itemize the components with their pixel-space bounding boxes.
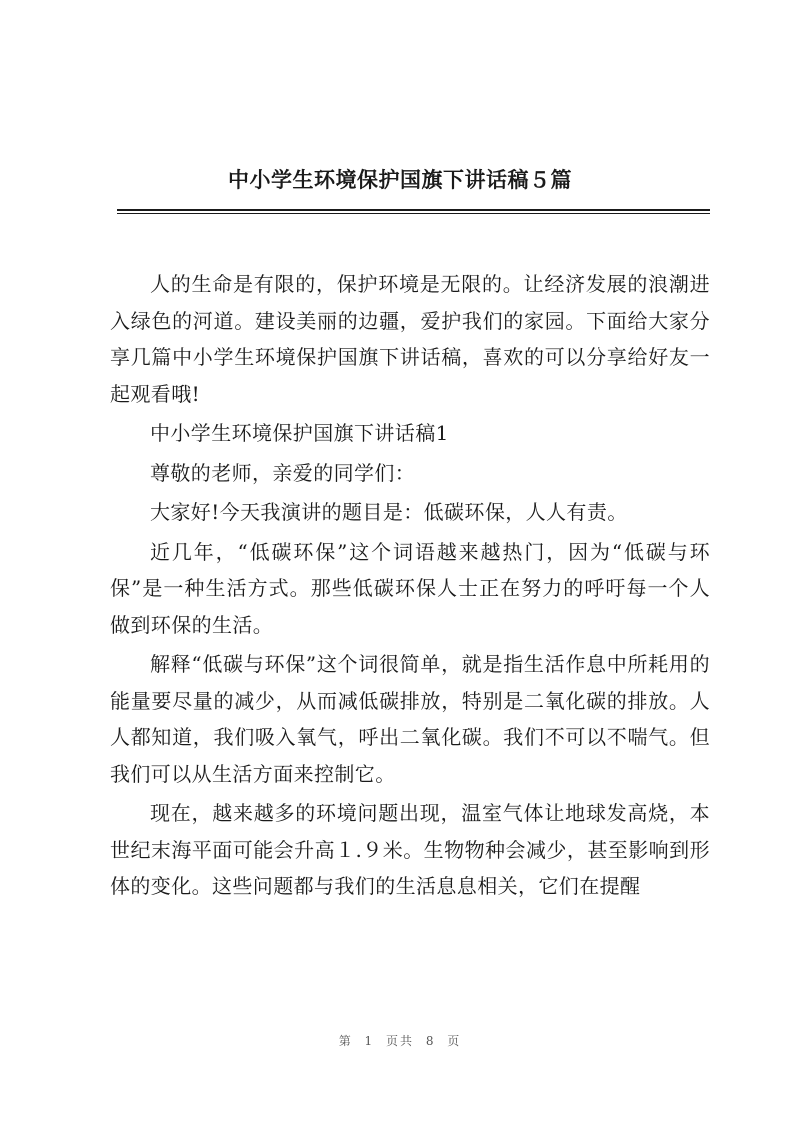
salutation: 尊敬的老师，亲爱的同学们： [150, 460, 416, 485]
document-title: 中小学生环境保护国旗下讲话稿５篇 [228, 167, 572, 192]
body-paragraph: 现在，越来越多的环境问题出现，温室气体让地球发高烧，本世纪末海平面可能会升高１.９米。生物物种会减少，甚至影响到形体的变化。这些问题都与我们的生活息息相关，它们在提醒 [110, 801, 710, 898]
title-underline-thin [117, 213, 710, 214]
body-paragraph: 解释“低碳与环保”这个词很简单，就是指生活作息中所耗用的能量要尽量的减少，从而减低碳排放，特别是二氧化碳的排放。人人都知道，我们吸入氧气，呼出二氧化碳。我们不可以不喘气。但我们可以从生活方面来控制它。 [110, 652, 710, 786]
greeting-paragraph: 大家好!今天我演讲的题目是：低碳环保，人人有责。 [150, 500, 628, 524]
section-heading: 中小学生环境保护国旗下讲话稿1 [150, 421, 449, 445]
document-body [110, 266, 710, 905]
page-number-footer: 第 1 页共 8 页 [338, 1034, 462, 1048]
body-paragraph: 近几年，“低碳环保”这个词语越来越热门，因为“低碳与环保”是一种生活方式。那些低碳环保人士正在努力的呼吁每一个人做到环保的生活。 [110, 539, 710, 637]
title-underline-thick [117, 209, 710, 211]
intro-paragraph: 人的生命是有限的，保护环境是无限的。让经济发展的浪潮进入绿色的河道。建设美丽的边疆，爱护我们的家园。下面给大家分享几篇中小学生环境保护国旗下讲话稿，喜欢的可以分享给好友一起观看哦! [110, 272, 710, 406]
